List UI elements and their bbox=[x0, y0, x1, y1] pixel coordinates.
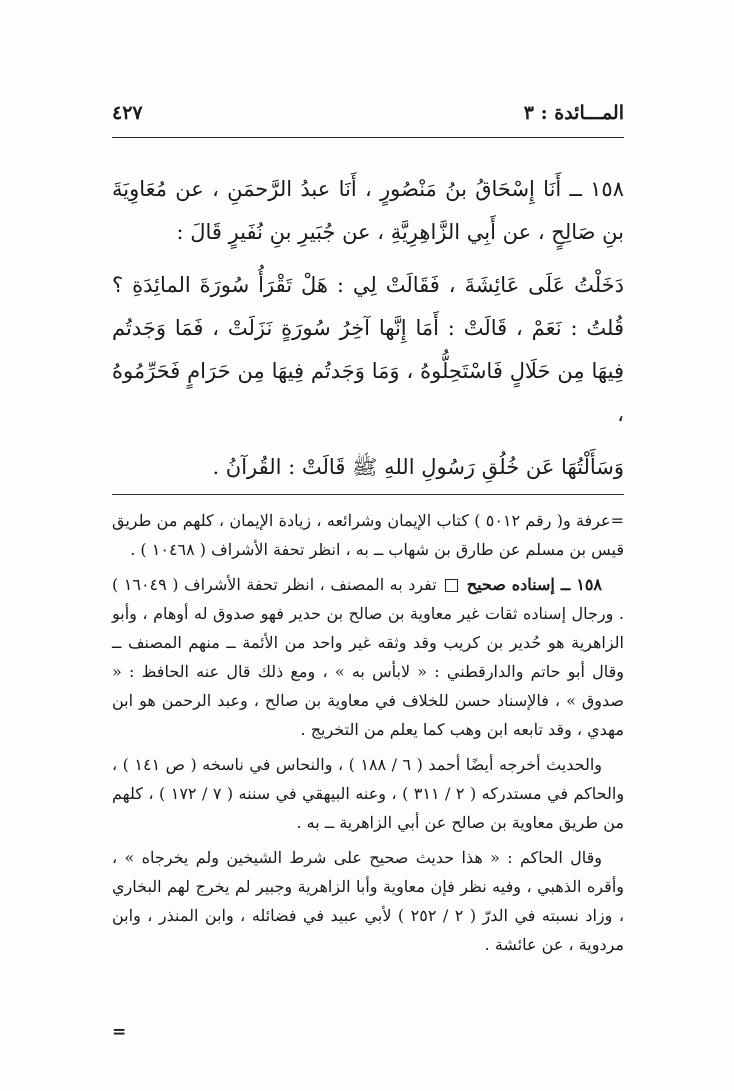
surah-heading: المـــائدة : ٣ bbox=[523, 102, 624, 124]
isnad-paragraph: ١٥٨ ــ أَنَا إِسْحَاقُ بنُ مَنْصُورٍ ، أَنَا عبدُ الرَّحمَنِ ، عن مُعَاوِيَةَ بنِ صَالِحٍ ، عن أَبِي الزَّاهِرِيَّةِ ، عن جُبَيرِ بنِ نُفَيرٍ قَالَ : bbox=[112, 177, 624, 244]
page-header bbox=[112, 100, 624, 130]
footnotes bbox=[112, 506, 624, 965]
footnote-continuation: =عرفة و( رقم ٥٠١٢ ) كتاب الإيمان وشرائعه ، زيادة الإيمان ، كلهم من طريق قيس بن مسلم عن طارق بن شهاب ــ به ، انظر تحفة الأشراف ( ١٠٤٦٨ ) . bbox=[112, 511, 624, 559]
footnote-takhrij: والحديث أخرجه أيضًا أحمد ( ٦ / ١٨٨ ) ، والنحاس في ناسخه ( ص ١٤١ ) ، والحاكم في مستدركه ( ٢ / ٣١١ ) ، وعنه البيهقي في سننه ( ٧ / ١٧٢ ) ، كلهم من طريق معاوية بن صالح عن أبي الزاهرية ــ به . bbox=[112, 755, 625, 832]
matn-closing-paragraph: وَسَأَلْتُهَا عَن خُلُقِ رَسُولِ اللهِ ﷺ قَالَتْ : القُرآنُ . bbox=[212, 455, 624, 479]
grading-label: ١٥٨ ــ إسناده صحيح bbox=[466, 575, 602, 594]
footnote-hakim: وقال الحاكم : « هذا حديث صحيح على شرط الشيخين ولم يخرجاه » ، وأقره الذهبي ، وفيه نظر فإن معاوية وأبا الزاهرية وجبير لم يخرج لهم البخاري ، وزاد نسبته في الدرّ ( ٢ / ٢٥٢ ) لأبي عبيد في فضائله ، وابن المنذر ، وابن مردوية ، عن عائشة . bbox=[112, 848, 625, 954]
footnote-grading bbox=[112, 570, 624, 744]
hadith-text bbox=[112, 168, 624, 489]
grading-text: تفرد به المصنف ، انظر تحفة الأشراف ( ١٦٠٤٩ ) . ورجال إسناده ثقات غير معاوية بن صالح بن حدير فهو صدوق له أوهام ، وأبو الزاهرية هو حُدير بن كريب وقد وثقه غير واحد من الأئمة ــ منهم المصنف ــ وقال أبو حاتم والدارقطني : « لابأس به » ، ومع ذلك قال عنه الحافظ : « صدوق » ، فالإسناد حسن للخلاف في معاوية بن صالح ، وعبد الرحمن هو ابن مهدي ، وقد تابعه ابن وهب كما يعلم من التخريج . bbox=[112, 575, 624, 739]
footnote-divider bbox=[112, 494, 624, 495]
continuation-mark: = bbox=[112, 1022, 127, 1042]
box-marker-icon bbox=[445, 579, 458, 592]
matn-paragraph: دَخَلْتُ عَلَى عَائِشَةَ ، فَقَالَتْ لِي : هَلْ تَقْرَأُ سُورَةَ المائِدَةِ ؟ قُلتُ : نَعَمْ ، قَالَتْ : أَمَا إِنَّها آخِرُ سُورَةٍ نَزَلَتْ ، فَمَا وَجَدتُم فِيهَا مِن حَلَالٍ فَاسْتَحِلُّوهُ ، وَمَا وَجَدتُم فِيهَا مِن حَرَامٍ فَحَرِّمُوهُ ، bbox=[112, 273, 624, 426]
header-divider bbox=[112, 137, 624, 138]
page-number: ٤٢٧ bbox=[112, 102, 143, 124]
